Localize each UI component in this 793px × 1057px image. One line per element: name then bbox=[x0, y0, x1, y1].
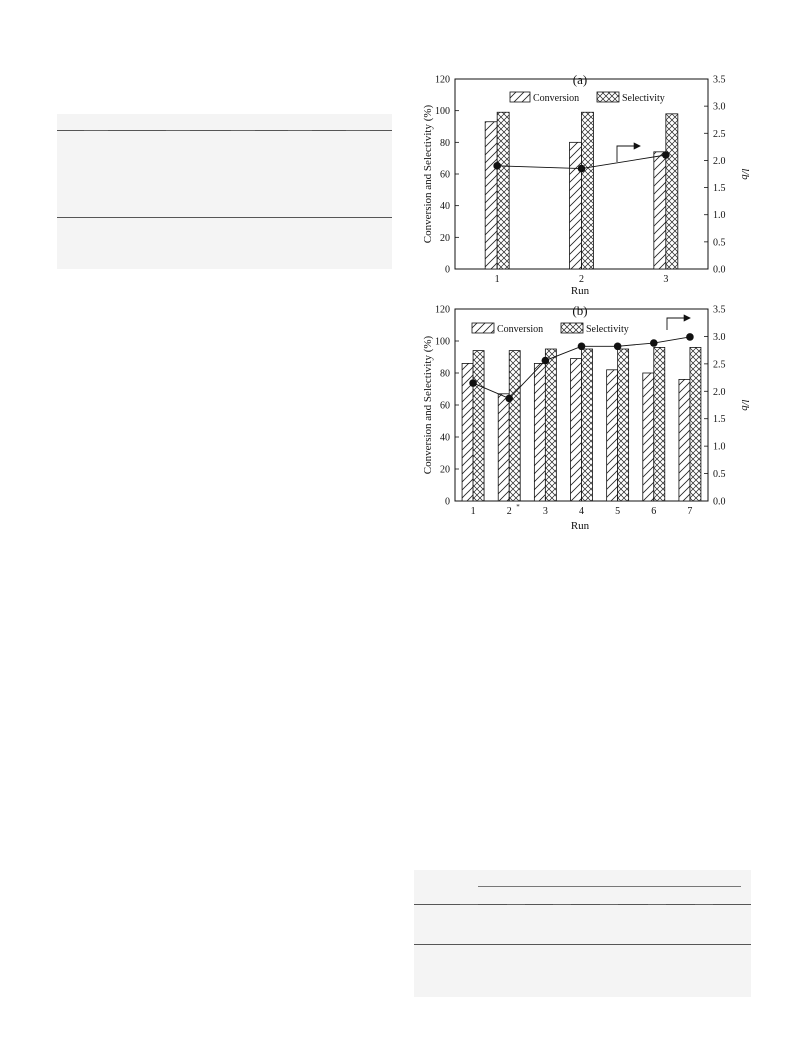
lb-point bbox=[493, 162, 501, 170]
bar-conversion bbox=[571, 359, 582, 501]
right-axis-arrow bbox=[667, 318, 690, 330]
y2-tick-label: 2.5 bbox=[713, 128, 726, 140]
y-tick-label: 40 bbox=[440, 432, 450, 444]
y2-axis-title: l/b bbox=[739, 399, 751, 411]
y-tick-label: 20 bbox=[440, 232, 450, 244]
bar-selectivity bbox=[545, 349, 556, 501]
y2-tick-label: 2.0 bbox=[713, 386, 726, 398]
bar-selectivity bbox=[473, 351, 484, 501]
lb-point bbox=[542, 357, 550, 365]
chart-panel-b bbox=[422, 303, 751, 532]
x-axis-title: Run bbox=[570, 285, 590, 297]
y-tick-label: 100 bbox=[435, 106, 450, 118]
lb-point bbox=[505, 395, 513, 403]
legend-label-conversion: Conversion bbox=[533, 93, 580, 104]
legend-swatch-conversion bbox=[472, 323, 494, 333]
bar-conversion bbox=[570, 142, 582, 269]
y2-tick-label: 0.5 bbox=[713, 469, 726, 481]
y2-tick-label: 3.5 bbox=[713, 74, 726, 86]
legend-swatch-selectivity bbox=[561, 323, 583, 333]
bar-selectivity bbox=[654, 347, 665, 501]
y-tick-label: 120 bbox=[435, 74, 450, 86]
y2-tick-label: 1.0 bbox=[713, 441, 726, 453]
x-tick-label: 1 bbox=[494, 274, 500, 285]
bar-conversion bbox=[643, 373, 654, 501]
x-tick-label: 2 bbox=[506, 506, 512, 517]
bar-selectivity bbox=[618, 349, 629, 501]
y2-tick-label: 2.5 bbox=[713, 359, 726, 371]
y-tick-label: 0 bbox=[445, 264, 450, 276]
bar-selectivity bbox=[509, 351, 520, 501]
y-tick-label: 80 bbox=[440, 368, 450, 380]
bar-selectivity bbox=[666, 114, 678, 269]
lb-point bbox=[662, 151, 670, 159]
y-tick-label: 40 bbox=[440, 201, 450, 213]
bar-selectivity bbox=[690, 347, 701, 501]
y2-tick-label: 1.5 bbox=[713, 183, 726, 195]
legend-swatch-selectivity bbox=[597, 92, 619, 102]
y-tick-label: 100 bbox=[435, 336, 450, 348]
lb-point bbox=[650, 339, 658, 347]
bar-selectivity bbox=[582, 112, 594, 269]
y-tick-label: 120 bbox=[435, 304, 450, 316]
bar-conversion bbox=[654, 152, 666, 269]
y-tick-label: 60 bbox=[440, 169, 450, 181]
bar-selectivity bbox=[497, 112, 509, 269]
x-tick-label: 1 bbox=[470, 506, 476, 517]
x-tick-label: 5 bbox=[615, 506, 621, 517]
y2-tick-label: 0.0 bbox=[713, 496, 726, 508]
lb-point bbox=[469, 379, 477, 387]
lb-point bbox=[578, 165, 586, 173]
y2-tick-label: 3.5 bbox=[713, 304, 726, 316]
x-tick-label: 3 bbox=[542, 506, 548, 517]
y-tick-label: 20 bbox=[440, 464, 450, 476]
x-tick-label: 6 bbox=[651, 506, 657, 517]
panel-label: (a) bbox=[572, 72, 588, 87]
y2-tick-label: 3.0 bbox=[713, 331, 726, 343]
bar-conversion bbox=[679, 379, 690, 501]
legend-label-selectivity: Selectivity bbox=[622, 93, 665, 104]
y2-tick-label: 3.0 bbox=[713, 101, 726, 113]
y-tick-label: 80 bbox=[440, 137, 450, 149]
y2-tick-label: 0.0 bbox=[713, 264, 726, 276]
legend-swatch-conversion bbox=[510, 92, 530, 102]
x-tick-label: 4 bbox=[579, 506, 584, 517]
bar-conversion bbox=[607, 370, 618, 501]
y2-tick-label: 2.0 bbox=[713, 155, 726, 167]
panel-label: (b) bbox=[572, 303, 588, 318]
lb-point bbox=[686, 333, 694, 341]
y2-axis-title: l/b bbox=[739, 168, 751, 180]
bar-conversion bbox=[534, 363, 545, 501]
x-tick-label: 3 bbox=[663, 274, 669, 285]
x-tick-footnote: * bbox=[516, 503, 520, 511]
y-tick-label: 0 bbox=[445, 496, 450, 508]
legend-label-selectivity: Selectivity bbox=[586, 324, 629, 335]
legend-label-conversion: Conversion bbox=[497, 324, 544, 335]
bar-conversion bbox=[498, 394, 509, 501]
y2-tick-label: 1.5 bbox=[713, 414, 726, 426]
y2-tick-label: 1.0 bbox=[713, 210, 726, 222]
y-axis-title: Conversion and Selectivity (%) bbox=[422, 335, 434, 475]
x-tick-label: 7 bbox=[687, 506, 693, 517]
y-axis-title: Conversion and Selectivity (%) bbox=[422, 104, 434, 244]
y2-tick-label: 0.5 bbox=[713, 237, 726, 249]
lb-point bbox=[578, 343, 586, 351]
x-tick-label: 2 bbox=[579, 274, 584, 285]
x-axis-title: Run bbox=[570, 520, 590, 532]
chart-panel-a bbox=[422, 72, 751, 297]
bar-selectivity bbox=[582, 349, 593, 501]
lb-point bbox=[614, 343, 622, 351]
y-tick-label: 60 bbox=[440, 400, 450, 412]
bar-conversion bbox=[485, 122, 497, 269]
